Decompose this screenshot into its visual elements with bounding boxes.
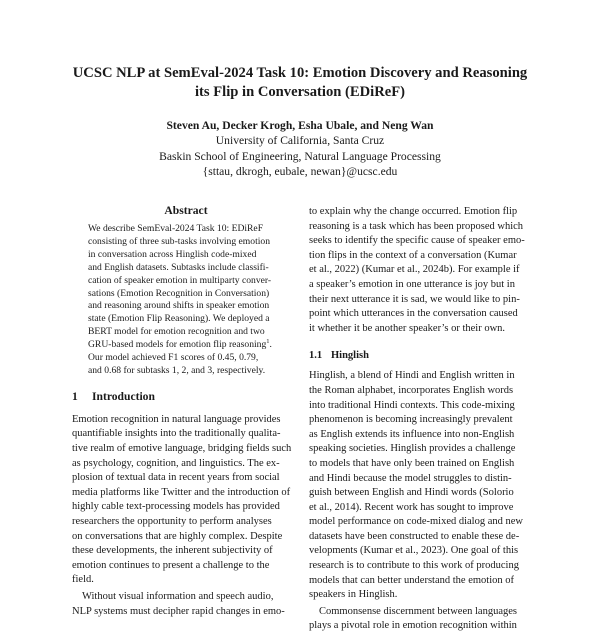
author-block xyxy=(40,118,560,179)
text-line: quantifiable insights into the traditionally qualita- xyxy=(72,428,281,440)
abstract-line: sations (Emotion Recognition in Conversation) xyxy=(88,287,270,299)
abstract-line: consisting of three sub-tasks involving emotion xyxy=(88,235,270,247)
text-line: velopments (Kumar et al., 2023). One goal of this xyxy=(309,545,519,557)
text-line: et al., 2014). Recent work has sought to improve xyxy=(309,501,514,513)
text-line: field. xyxy=(72,574,94,586)
text-line: highly cable text-processing models has provided xyxy=(72,501,280,513)
text-line: emotion continues to present a challenge to the xyxy=(72,559,270,571)
text-line: datasets have been constructed to enable these de- xyxy=(309,530,520,542)
abstract-line: BERT model for emotion recognition and two xyxy=(88,326,265,338)
abstract-line: cation of speaker emotion in multiparty conver- xyxy=(88,274,272,286)
text-line: NLP systems must decipher rapid changes in emo- xyxy=(72,605,285,617)
abstract-line: GRU-based models for emotion flip reasoning$^1$. xyxy=(88,337,272,351)
text-line: the Roman alphabet, incorporates English words xyxy=(309,384,514,396)
text-line: and Hindi because the model struggles to distin- xyxy=(309,472,512,484)
paper-title xyxy=(40,64,560,102)
text-line: Emotion recognition in natural language provides xyxy=(72,413,281,425)
hinglish-paragraph xyxy=(309,369,530,603)
subsection-heading-hinglish xyxy=(309,350,530,361)
text-line: to explain why the change occurred. Emotion flip xyxy=(309,206,518,217)
text-line: their next utterance it is sad, we would like to pin- xyxy=(309,293,520,305)
abstract-line: and English datasets. Subtasks include classifi- xyxy=(88,261,269,273)
text-line: plays a pivotal role in emotion recognition within xyxy=(309,620,517,632)
text-line: on conversations that are highly complex. Despite xyxy=(72,530,283,542)
author-emails: {sttau, dkrogh, eubale, newan}@ucsc.edu xyxy=(202,164,398,178)
text-line: as psychology, cognition, and linguistics. The ex- xyxy=(72,457,280,469)
text-line: tive realm of emotive language, bridging fields such xyxy=(72,443,292,455)
section-heading-introduction xyxy=(72,390,300,403)
text-line: reasoning is a task which has been proposed which xyxy=(309,220,524,232)
abstract-text xyxy=(88,223,286,378)
title-line-2: its Flip in Conversation (EDiReF) xyxy=(195,84,405,100)
abstract-line: in conversation across Hinglish code-mixed xyxy=(88,248,257,260)
text-line: tion flips in the context of a conversation (Kumar xyxy=(309,249,517,261)
text-line: seeks to identify the specific cause of speaker emo- xyxy=(309,235,525,247)
left-column xyxy=(72,200,300,619)
text-line: phenomenon is becoming increasingly prevalent xyxy=(309,414,513,426)
abstract-line: and 0.68 for subtasks 1, 2, and 3, respectively. xyxy=(88,364,266,376)
continued-paragraph xyxy=(309,205,530,336)
author-names: Steven Au, Decker Krogh, Esha Ubale, and Neng Wan xyxy=(166,119,434,132)
right-column xyxy=(309,205,530,634)
text-line: research is to contribute to this work of producing xyxy=(309,560,519,572)
text-line: point which utterances in the conversation caused xyxy=(309,308,518,320)
subsection-title: Hinglish xyxy=(331,350,369,362)
text-line: researchers the opportunity to perform analyses xyxy=(72,516,272,528)
text-line: speaking societies. Hinglish provides a challenge xyxy=(309,443,516,455)
text-line: et al., 2022) (Kumar et al., 2024b). For example if xyxy=(309,264,520,276)
text-line: into traditional Hindi contexts. This code-mixing xyxy=(309,399,515,411)
affiliation-school: Baskin School of Engineering, Natural Language Processing xyxy=(159,149,441,163)
title-line-1: UCSC NLP at SemEval-2024 Task 10: Emotion Discovery and Reasoning xyxy=(72,65,528,81)
text-line: a speaker’s emotion in one utterance is joy but in xyxy=(309,278,515,290)
text-line: guish between English and Hindi words (Solorio xyxy=(309,487,514,499)
affiliation-university: University of California, Santa Cruz xyxy=(215,134,385,148)
text-line: as English extends its influence into non-English xyxy=(309,428,515,440)
footnote-mark: 1 xyxy=(266,337,270,345)
section-title: Introduction xyxy=(92,389,155,403)
section-number: 1 xyxy=(72,389,78,403)
text-line: speakers in Hinglish. xyxy=(309,589,398,601)
text-line: models that can better understand the emotion of xyxy=(309,574,514,586)
commonsense-paragraph xyxy=(309,605,530,634)
text-line: Commonsense discernment between languages xyxy=(319,605,517,617)
abstract-line: Our model achieved F1 scores of 0.45, 0.79, xyxy=(88,352,259,364)
text-line: it whether it be another speaker’s or their own. xyxy=(309,322,506,334)
text-line: model performance on code-mixed dialog and new xyxy=(309,516,524,528)
text-line: plosion of textual data in recent years from social xyxy=(72,472,280,484)
abstract-line: state (Emotion Flip Reasoning). We deployed a xyxy=(88,313,270,325)
intro-paragraph-2 xyxy=(72,590,300,619)
abstract-line: We describe SemEval-2024 Task 10: EDiReF xyxy=(88,223,264,234)
abstract-heading: Abstract xyxy=(164,204,208,217)
text-line: Without visual information and speech audio, xyxy=(82,591,274,602)
text-line: these developments, the inherent subjectivity of xyxy=(72,545,273,557)
intro-paragraph-1 xyxy=(72,413,300,588)
text-line: media platforms like Twitter and the introduction of xyxy=(72,486,291,498)
text-line: Hinglish, a blend of Hindi and English written in xyxy=(309,370,515,382)
subsection-number: 1.1 xyxy=(309,350,323,362)
abstract-line: and reasoning around shifts in speaker emotion xyxy=(88,300,270,312)
text-line: to models that have only been trained on English xyxy=(309,457,515,469)
